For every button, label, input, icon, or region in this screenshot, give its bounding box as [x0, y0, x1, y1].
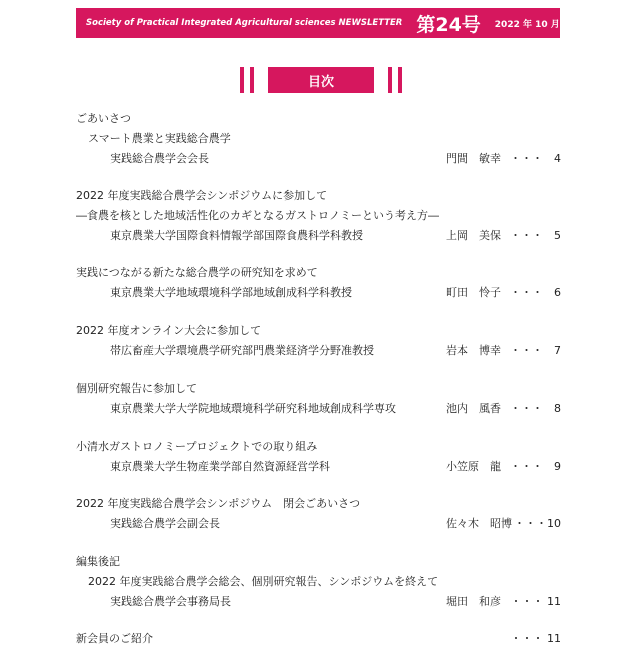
issue-number: 第24号	[416, 13, 481, 36]
entry-affiliation: 東京農業大学生物産業学部自然資源経営学科	[110, 460, 330, 473]
entry-title: 新会員のご紹介	[76, 632, 153, 645]
entry-author: 佐々木 昭博	[446, 517, 512, 530]
entry-page: ・・・ 8	[510, 402, 561, 415]
newsletter-banner	[76, 8, 606, 38]
entry-page: ・・・ 6	[510, 286, 561, 299]
entry-page: ・・・ 9	[510, 460, 561, 473]
toc-title: 目次	[268, 67, 374, 93]
entry-page: ・・・ 4	[510, 152, 561, 165]
entry-page: ・・・ 7	[510, 344, 561, 357]
entry-title: 小清水ガストロノミープロジェクトでの取り組み	[76, 440, 318, 453]
entry-title: ごあいさつ	[76, 112, 131, 125]
entry-affiliation: 実践総合農学会副会長	[110, 517, 220, 530]
entry-page: ・・・ 11	[510, 595, 561, 608]
entry-title: 編集後記	[76, 555, 120, 568]
entry-author: 池内 風香	[446, 402, 501, 415]
issue-date: 2022 年 10 月 31 日発行	[494, 19, 606, 30]
publication-name: Society of Practical Integrated Agricultural sciences NEWSLETTER	[86, 18, 403, 28]
entry-affiliation: 実践総合農学会事務局長	[110, 595, 231, 608]
entry-author: 岩本 博幸	[446, 344, 501, 357]
heading-bar-right-1	[388, 67, 392, 93]
heading-bar-left-1	[240, 67, 244, 93]
entry-page: ・・・ 5	[510, 229, 561, 242]
entry-author: 小笠原 龍	[446, 460, 501, 473]
entry-title: 2022 年度実践総合農学会シンポジウムに参加して	[76, 189, 328, 202]
entry-title: 2022 年度オンライン大会に参加して	[76, 324, 262, 337]
toc-heading	[240, 67, 402, 93]
entry-author: 門間 敏幸	[446, 152, 501, 165]
entry-subtitle: ―食農を核とした地域活性化のカギとなるガストロノミーという考え方―	[76, 209, 439, 222]
entry-affiliation: 東京農業大学大学院地域環境科学研究科地域創成科学専攻	[110, 402, 396, 415]
entry-title: 個別研究報告に参加して	[76, 382, 197, 395]
entry-page: ・・・ 11	[510, 632, 561, 645]
entry-affiliation: 実践総合農学会会長	[110, 152, 209, 165]
heading-bar-left-2	[250, 67, 254, 93]
entry-title: 実践につながる新たな総合農学の研究知を求めて	[76, 266, 318, 279]
entry-page: ・・・10	[514, 517, 561, 530]
entry-subtitle: 2022 年度実践総合農学会総会、個別研究報告、シンポジウムを終えて	[88, 575, 439, 588]
entry-author: 町田 怜子	[446, 286, 501, 299]
entry-affiliation: 東京農業大学国際食料情報学部国際食農科学科教授	[110, 229, 363, 242]
entry-affiliation: 帯広畜産大学環境農学研究部門農業経済学分野准教授	[110, 344, 374, 357]
entry-author: 上岡 美保	[446, 229, 501, 242]
heading-bar-right-2	[398, 67, 402, 93]
entry-author: 堀田 和彦	[446, 595, 501, 608]
entry-affiliation: 東京農業大学地域環境科学部地域創成科学科教授	[110, 286, 352, 299]
entry-title: 2022 年度実践総合農学会シンポジウム 閉会ごあいさつ	[76, 497, 361, 510]
entry-subtitle: スマート農業と実践総合農学	[88, 132, 231, 145]
